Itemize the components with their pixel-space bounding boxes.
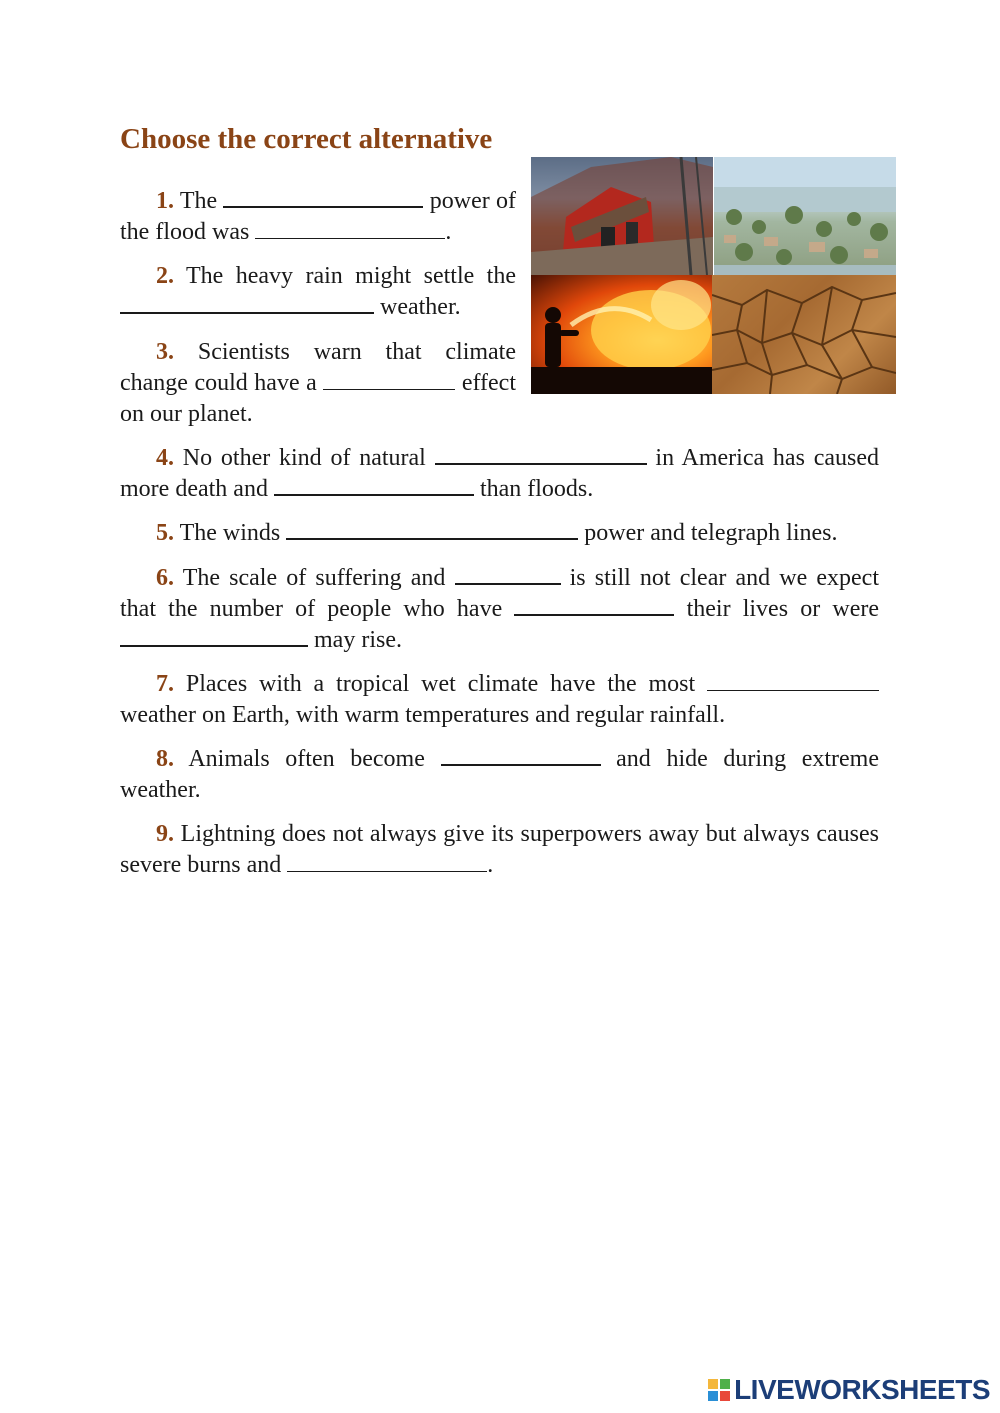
question-5: 5. The winds power and telegraph lines. — [156, 520, 838, 546]
answer-blank[interactable] — [323, 369, 455, 390]
worksheet-title: Choose the correct alternative — [120, 123, 493, 155]
answer-blank[interactable] — [287, 851, 487, 872]
question-number: 1. — [156, 188, 174, 214]
question-4: 4. No other kind of natural in America has caused more death and than floods. — [120, 445, 879, 502]
flood-photo — [714, 157, 896, 275]
answer-blank[interactable] — [274, 474, 474, 496]
wildfire-photo — [531, 275, 712, 394]
answer-blank[interactable] — [120, 625, 308, 647]
logo-square — [708, 1391, 718, 1401]
answer-blank[interactable] — [441, 744, 601, 766]
logo-square — [720, 1391, 730, 1401]
earthquake-photo — [531, 157, 713, 275]
question-number: 2. — [156, 263, 174, 289]
logo-text: LIVEWORKSHEETS — [734, 1374, 990, 1405]
logo-square — [720, 1379, 730, 1389]
liveworksheets-logo[interactable] — [708, 1375, 990, 1405]
answer-blank[interactable] — [455, 563, 561, 585]
logo-square — [708, 1379, 718, 1389]
question-number: 6. — [156, 565, 174, 591]
question-2: 2. The heavy rain might settle the weather. — [120, 261, 516, 323]
question-number: 7. — [156, 671, 174, 697]
question-number: 5. — [156, 520, 174, 546]
answer-blank[interactable] — [120, 292, 374, 314]
question-number: 3. — [156, 339, 174, 365]
question-number: 4. — [156, 445, 174, 471]
drought-photo — [712, 275, 896, 394]
question-9: 9. Lightning does not always give its superpowers away but always causes severe burns and . — [120, 821, 879, 878]
disaster-photo-collage — [531, 157, 896, 394]
question-3: 3. Scientists warn that climate change could have a effect on our planet. — [120, 339, 516, 427]
question-number: 8. — [156, 746, 174, 772]
answer-blank[interactable] — [223, 186, 423, 208]
answer-blank[interactable] — [707, 670, 879, 691]
liveworksheets-logo-icon — [708, 1379, 730, 1401]
answer-blank[interactable] — [286, 518, 578, 540]
question-7: 7. Places with a tropical wet climate have the most weather on Earth, with warm temperatures and regular rainfall. — [120, 669, 879, 731]
question-6: 6. The scale of suffering and is still not clear and we expect that the number of people who have their lives or were may rise. — [120, 565, 880, 653]
question-8: 8. Animals often become and hide during extreme weather. — [120, 746, 879, 803]
answer-blank[interactable] — [435, 443, 647, 465]
question-number: 9. — [156, 821, 174, 847]
answer-blank[interactable] — [514, 594, 674, 616]
answer-blank[interactable] — [255, 218, 445, 239]
question-1: 1. The power of the flood was . — [120, 188, 517, 245]
